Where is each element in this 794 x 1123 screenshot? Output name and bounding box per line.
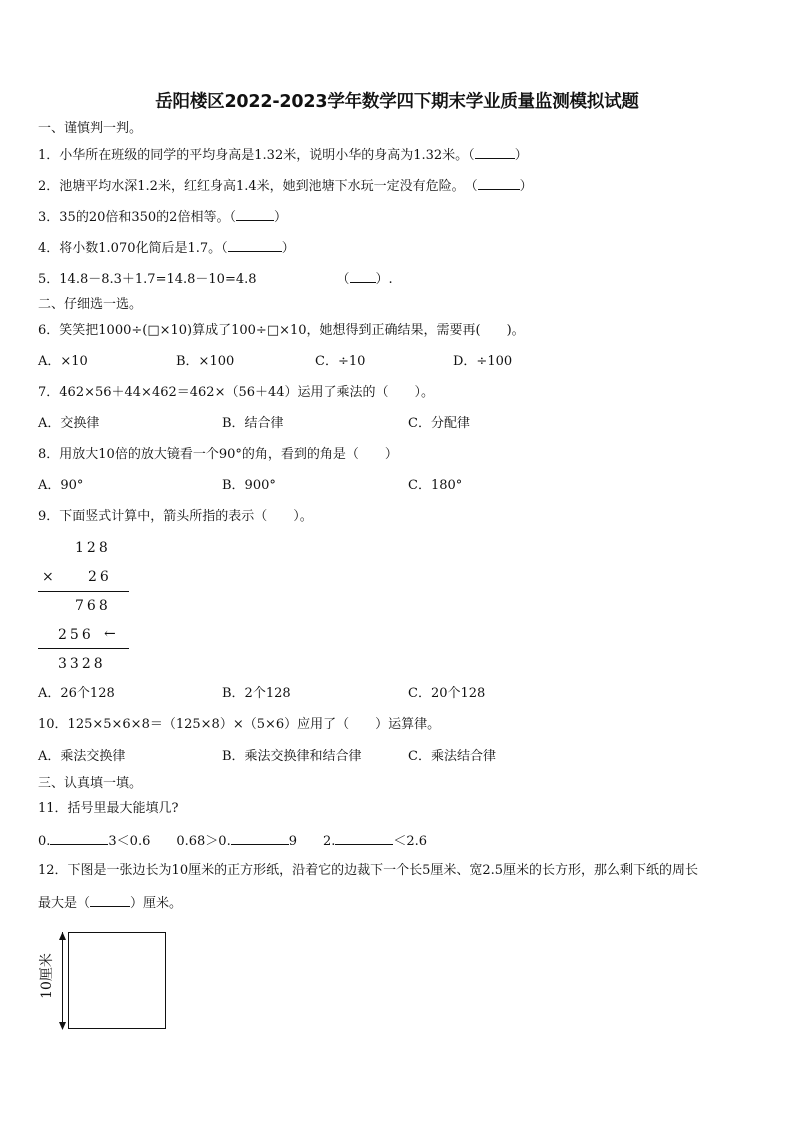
question-5-text: 5．14.8－8.3＋1.7=14.8－10=4.8 [38, 272, 257, 287]
q8-option-c[interactable]: C．180° [408, 478, 463, 493]
question-12-text-b: ）厘米。 [130, 896, 183, 911]
square [68, 932, 166, 1029]
question-12-line-2 [38, 893, 182, 913]
q6-option-b[interactable]: B．×100 [176, 354, 235, 369]
rule-line [38, 648, 129, 649]
q10-option-c[interactable]: C．乘法结合律 [408, 749, 496, 764]
q6-option-c[interactable]: C．÷10 [315, 354, 366, 369]
rule-line [38, 591, 129, 592]
question-2-text: 2．池塘平均水深1.2米，红红身高1.4米，她到池塘下水玩一定没有危险。 [38, 179, 459, 194]
answer-blank[interactable] [478, 176, 520, 190]
q6-option-a[interactable]: A．×10 [38, 354, 88, 369]
dimension-arrows [57, 931, 68, 1031]
section-heading-1: 一、谨慎判一判。 [38, 121, 143, 136]
q7-option-b[interactable]: B．结合律 [222, 416, 284, 431]
partial-product-1: 768 [75, 598, 111, 614]
product: 3328 [58, 656, 106, 672]
partial-product-2: 256 [58, 627, 94, 643]
multiplicand: 128 [75, 540, 111, 556]
blank-prefix: 0.68＞0. [176, 834, 231, 849]
question-2: 2．池塘平均水深1.2米，红红身高1.4米，她到池塘下水玩一定没有危险。 （ ） [38, 176, 533, 196]
question-4-text: 4．将小数1.070化简后是1.7。 [38, 241, 222, 256]
section-heading-3: 三、认真填一填。 [38, 776, 143, 791]
blank-suffix: ＜2.6 [393, 834, 428, 849]
multiplier: 26 [88, 569, 112, 585]
question-1-text: 1．小华所在班级的同学的平均身高是1.32米，说明小华的身高为1.32米。 [38, 148, 469, 163]
question-11-blanks [38, 831, 427, 851]
q7-option-a[interactable]: A．交换律 [38, 416, 100, 431]
fill-blank[interactable] [50, 831, 108, 845]
fill-blank[interactable] [335, 831, 393, 845]
blank-suffix: 9 [288, 834, 297, 849]
answer-blank[interactable] [236, 207, 274, 221]
question-10: 10．125×5×6×8＝（125×8）×（5×6）应用了（ ）运算律。 [38, 717, 441, 732]
question-3: 3．35的20倍和350的2倍相等。（ ） [38, 207, 287, 227]
page-title: 岳阳楼区2022-2023学年数学四下期末学业质量监测模拟试题 [155, 92, 639, 112]
q6-option-d[interactable]: D．÷100 [453, 354, 513, 369]
question-1: 1．小华所在班级的同学的平均身高是1.32米，说明小华的身高为1.32米。（ ） [38, 145, 528, 165]
question-4: 4．将小数1.070化简后是1.7。（ ） [38, 238, 295, 258]
blank-suffix: 3＜0.6 [108, 834, 151, 849]
blank-prefix: 0. [38, 834, 51, 849]
question-11: 11．括号里最大能填几? [38, 801, 179, 816]
question-9: 9．下面竖式计算中，箭头所指的表示（ ）。 [38, 509, 313, 524]
answer-blank[interactable] [475, 145, 515, 159]
side-length-label: 10厘米 [39, 953, 55, 999]
arrow-up-icon [59, 932, 66, 940]
section-heading-2: 二、仔细选一选。 [38, 297, 143, 312]
question-5: 5．14.8－8.3＋1.7=14.8－10=4.8 （ ）. [38, 269, 393, 289]
question-12-text-a: 最大是（ [38, 896, 91, 911]
fill-blank[interactable] [231, 831, 289, 845]
q8-option-b[interactable]: B．900° [222, 478, 276, 493]
question-7: 7．462×56＋44×462＝462×（56＋44）运用了乘法的（ ）。 [38, 385, 435, 400]
question-12-line-1: 12．下图是一张边长为10厘米的正方形纸，沿着它的边裁下一个长5厘米、宽2.5厘米的长方形，那么剩下纸的周长 [38, 863, 699, 878]
arrow-down-icon [59, 1022, 66, 1030]
q7-option-c[interactable]: C．分配律 [408, 416, 470, 431]
q9-option-c[interactable]: C．20个128 [408, 686, 486, 701]
answer-blank[interactable] [350, 269, 376, 283]
q10-option-b[interactable]: B．乘法交换律和结合律 [222, 749, 362, 764]
q9-option-a[interactable]: A．26个128 [38, 686, 115, 701]
q10-option-a[interactable]: A．乘法交换律 [38, 749, 126, 764]
times-sign: × [42, 569, 57, 585]
question-6: 6．笑笑把1000÷(□×10)算成了100÷□×10，她想得到正确结果，需要再( )。 [38, 323, 525, 338]
blank-prefix: 2. [323, 834, 336, 849]
question-8: 8．用放大10倍的放大镜看一个90°的角，看到的角是（ ） [38, 447, 398, 462]
question-3-text: 3．35的20倍和350的2倍相等。 [38, 210, 230, 225]
answer-blank[interactable] [228, 238, 282, 252]
arrow-left-icon: ← [104, 626, 119, 642]
q9-option-b[interactable]: B．2个128 [222, 686, 291, 701]
answer-blank[interactable] [90, 893, 130, 907]
q8-option-a[interactable]: A．90° [38, 478, 84, 493]
